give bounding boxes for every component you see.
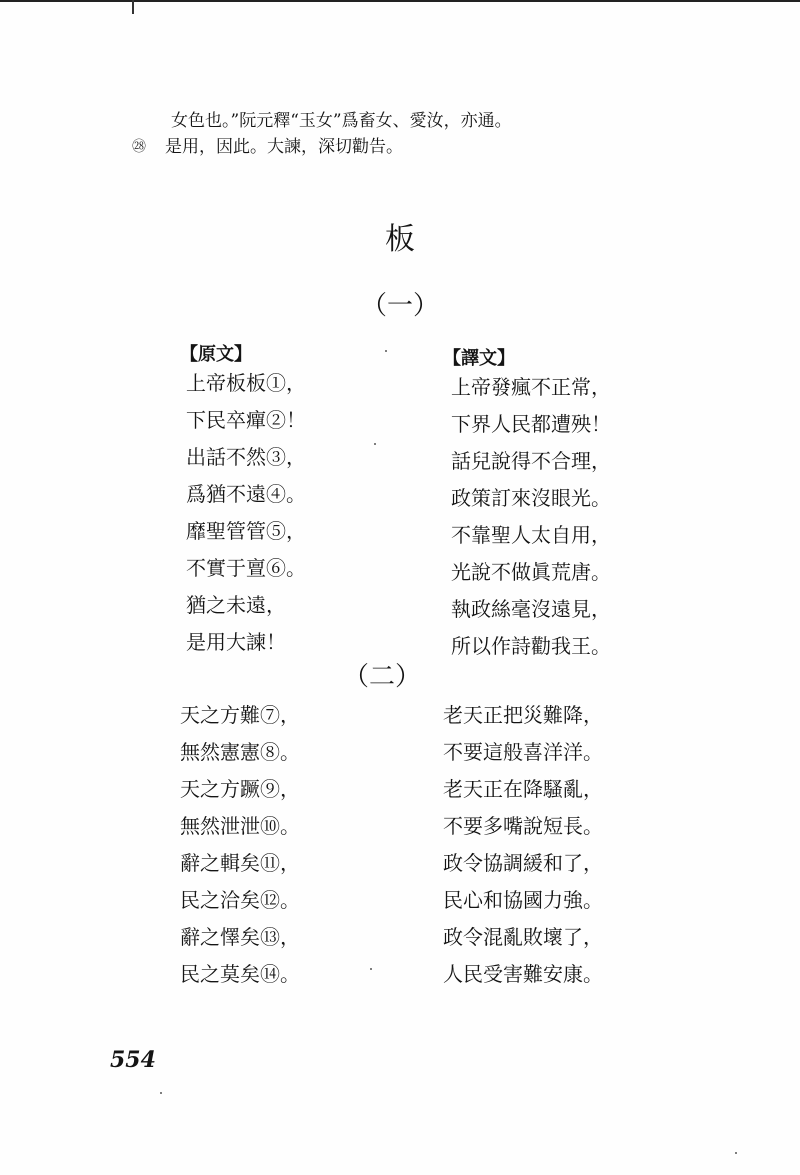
translation-line: 老天正把災難降， [443, 703, 603, 727]
translation-line: 民心和協國力強。 [443, 888, 603, 912]
section-1-original [186, 365, 306, 661]
note-continuation: 女色也。”阮元釋“玉女”爲畜女、愛汝，亦通。 [171, 111, 512, 131]
translation-line: 政令混亂敗壞了， [443, 925, 603, 949]
scan-speck [735, 1152, 737, 1154]
original-label: 【原文】 [180, 344, 252, 365]
verse-line: 無然泄泄⑩。 [180, 814, 300, 838]
verse-line: 天之方難⑦， [180, 703, 300, 727]
section-1-translation [451, 369, 611, 665]
translation-line: 不要多嘴說短長。 [443, 814, 603, 838]
verse-line: 辭之輯矣⑪， [180, 851, 300, 875]
translation-line: 上帝發瘋不正常， [451, 375, 611, 399]
scan-speck [160, 1092, 162, 1094]
verse-line: 猶之未遠， [186, 593, 286, 617]
translation-line: 話兒說得不合理， [451, 449, 611, 473]
verse-line: 辭之懌矣⑬， [180, 925, 300, 949]
verse-line: 不實于亶⑥。 [186, 556, 306, 580]
translation-line: 光說不做眞荒唐。 [451, 560, 611, 584]
top-border-tick [132, 0, 134, 14]
translation-line: 所以作詩勸我王。 [451, 634, 611, 658]
scan-speck [374, 443, 376, 445]
verse-line: 天之方蹶⑨， [180, 777, 300, 801]
verse-line: 靡聖管管⑤， [186, 519, 306, 543]
scan-speck [370, 968, 372, 970]
page-number: 554 [110, 1047, 156, 1073]
section-2-translation [443, 697, 603, 993]
translation-line: 不靠聖人太自用， [451, 523, 611, 547]
note-28-text: 是用，因此。大諫，深切勸告。 [165, 137, 403, 157]
section-2-heading: （二） [342, 662, 421, 692]
top-border-line [0, 0, 800, 2]
section-2-original [180, 697, 300, 993]
verse-line: 上帝板板①， [186, 371, 306, 395]
translation-line: 執政絲毫沒遠見， [451, 597, 611, 621]
poem-title: 板 [385, 222, 415, 257]
verse-line: 無然憲憲⑧。 [180, 740, 300, 764]
verse-line: 是用大諫！ [186, 630, 286, 654]
translation-line: 下界人民都遭殃！ [451, 412, 611, 436]
verse-line: 出話不然③， [186, 445, 306, 469]
translation-label: 【譯文】 [443, 348, 515, 369]
note-28-marker: ㉘ [132, 139, 146, 155]
translation-line: 政策訂來沒眼光。 [451, 486, 611, 510]
translation-line: 政令協調緩和了， [443, 851, 603, 875]
verse-line: 民之洽矣⑫。 [180, 888, 300, 912]
translation-line: 老天正在降騷亂， [443, 777, 603, 801]
scan-speck [385, 350, 387, 352]
translation-line: 不要這般喜洋洋。 [443, 740, 603, 764]
verse-line: 民之莫矣⑭。 [180, 962, 300, 986]
verse-line: 下民卒癉②！ [186, 408, 306, 432]
verse-line: 爲猶不遠④。 [186, 482, 306, 506]
section-1-heading: （一） [360, 291, 439, 321]
translation-line: 人民受害難安康。 [443, 962, 603, 986]
